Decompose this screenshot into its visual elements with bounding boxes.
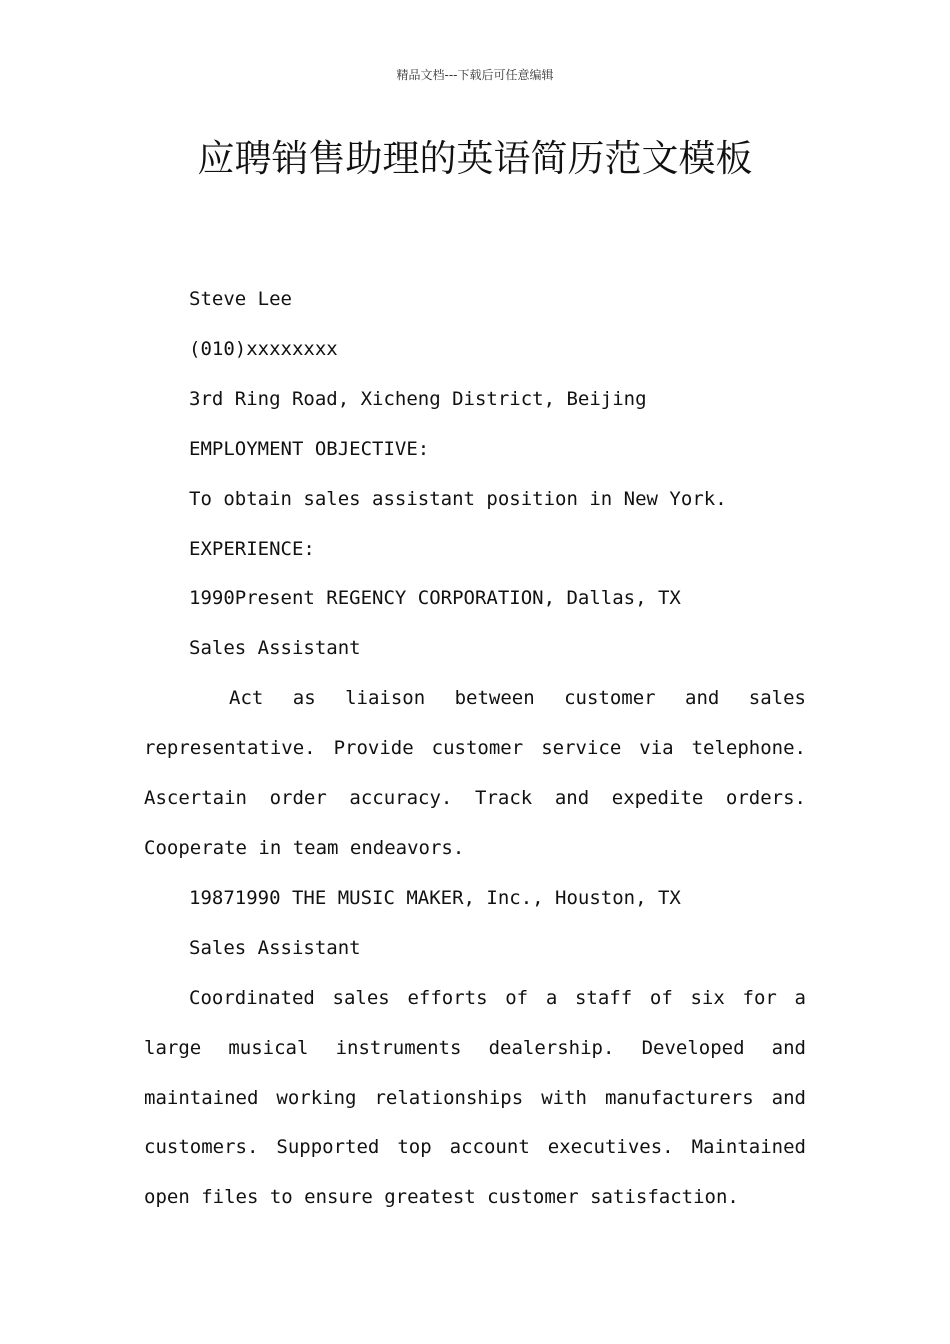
document-title: 应聘销售助理的英语简历范文模板 [197, 137, 753, 180]
experience-heading: EXPERIENCE: [189, 537, 315, 560]
objective-text: To obtain sales assistant position in New York. [189, 487, 727, 510]
job-period-company: 1990Present REGENCY CORPORATION, Dallas, TX [189, 587, 681, 610]
candidate-name: Steve Lee [189, 288, 292, 310]
objective-heading: EMPLOYMENT OBJECTIVE: [189, 437, 430, 460]
job-period-company: 19871990 THE MUSIC MAKER, Inc., Houston, TX [189, 886, 681, 909]
job-description: Act as liaison between customer and sales representative. Provide customer service via telephone. Ascertain order accuracy. Track and expedite orders. Cooperate in team endeavors. [144, 687, 806, 859]
job-role: Sales Assistant [189, 936, 361, 959]
candidate-address: 3rd Ring Road, Xicheng District, Beijing [189, 387, 647, 410]
job-description: Coordinated sales efforts of a staff of six for a large musical instruments dealership. Developed and maintained working relationships with manufacturers and customers. Supported top account executives. Maintained open files to ensure greatest customer satisfaction. [144, 986, 806, 1209]
header-note: 精品文档---下载后可任意编辑 [396, 68, 554, 82]
resume-body [144, 275, 806, 1223]
job-role: Sales Assistant [189, 637, 361, 660]
candidate-phone: (010)xxxxxxxx [189, 337, 338, 360]
